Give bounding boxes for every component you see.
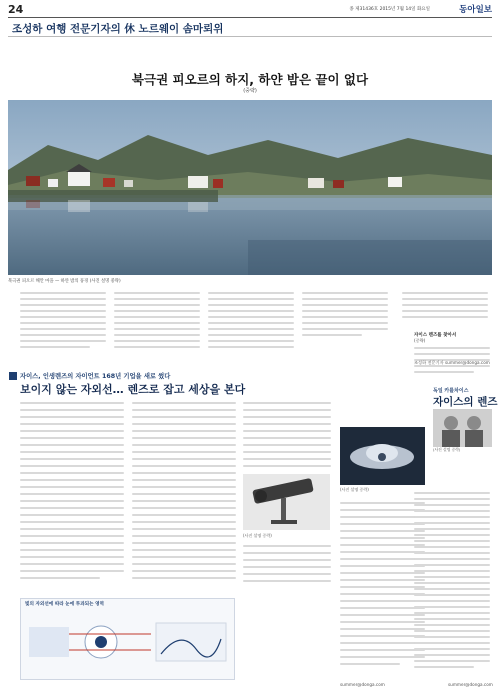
issue-meta: 종 제31436호 2015년 7월 14일 화요일	[349, 7, 430, 12]
sidebar-body	[414, 490, 492, 680]
diagram-title: 빛의 자외선에 따라 눈에 투과되는 영역	[25, 602, 104, 607]
sidebar-ad-title: 자이스 렌즈를 찾아서	[414, 333, 457, 338]
page-number: 24	[8, 3, 24, 16]
sidebar-feature	[433, 387, 498, 485]
feature-headline: 보이지 않는 자외선… 렌즈로 잡고 세상을 본다	[20, 383, 246, 396]
sidebar-byline: summer@donga.com	[448, 682, 493, 687]
sidebar-kicker: 독일 카를차이스	[433, 388, 469, 394]
byline: summer@donga.com	[340, 682, 385, 687]
section-title: 조성하 여행 전문기자의 休 노르웨이 솜마뢰위	[12, 23, 224, 35]
diagram-graphic	[21, 609, 234, 679]
telescope-caption: (사진 설명 중략)	[243, 533, 272, 538]
page-header	[8, 3, 492, 18]
portrait-caption: (사진 설명 중략)	[433, 447, 461, 452]
portrait-photo	[433, 409, 492, 447]
uv-diagram	[20, 598, 235, 680]
feature-kicker: 자이스, 인생렌즈의 자이언트 168년 기업을 새로 썼다	[20, 373, 171, 380]
headline: 북극권 피오르의 하지, 하얀 밤은 끝이 없다	[131, 72, 369, 87]
top-byline: 조성하 전문기자 summer@donga.com	[414, 360, 490, 365]
lens-device-photo	[340, 427, 425, 485]
feature-body-right	[243, 400, 333, 590]
newspaper-logo: 동아일보	[459, 5, 492, 15]
sidebar-title: 자이스의 렌즈	[433, 396, 498, 408]
lens-device-caption: (사진 설명 중략)	[340, 487, 369, 492]
headline-sub: (중략)	[243, 88, 257, 94]
feature-body	[20, 400, 240, 590]
photo-caption: 북극권 피오르 해안 마을 — 하얀 밤의 풍경 (사진 설명 중략)	[8, 279, 121, 284]
fjord-photo	[8, 100, 492, 275]
sidebar-ad-sub: (중략)	[414, 338, 426, 343]
section-bar	[8, 19, 492, 37]
feature-kicker-mark	[9, 372, 17, 380]
